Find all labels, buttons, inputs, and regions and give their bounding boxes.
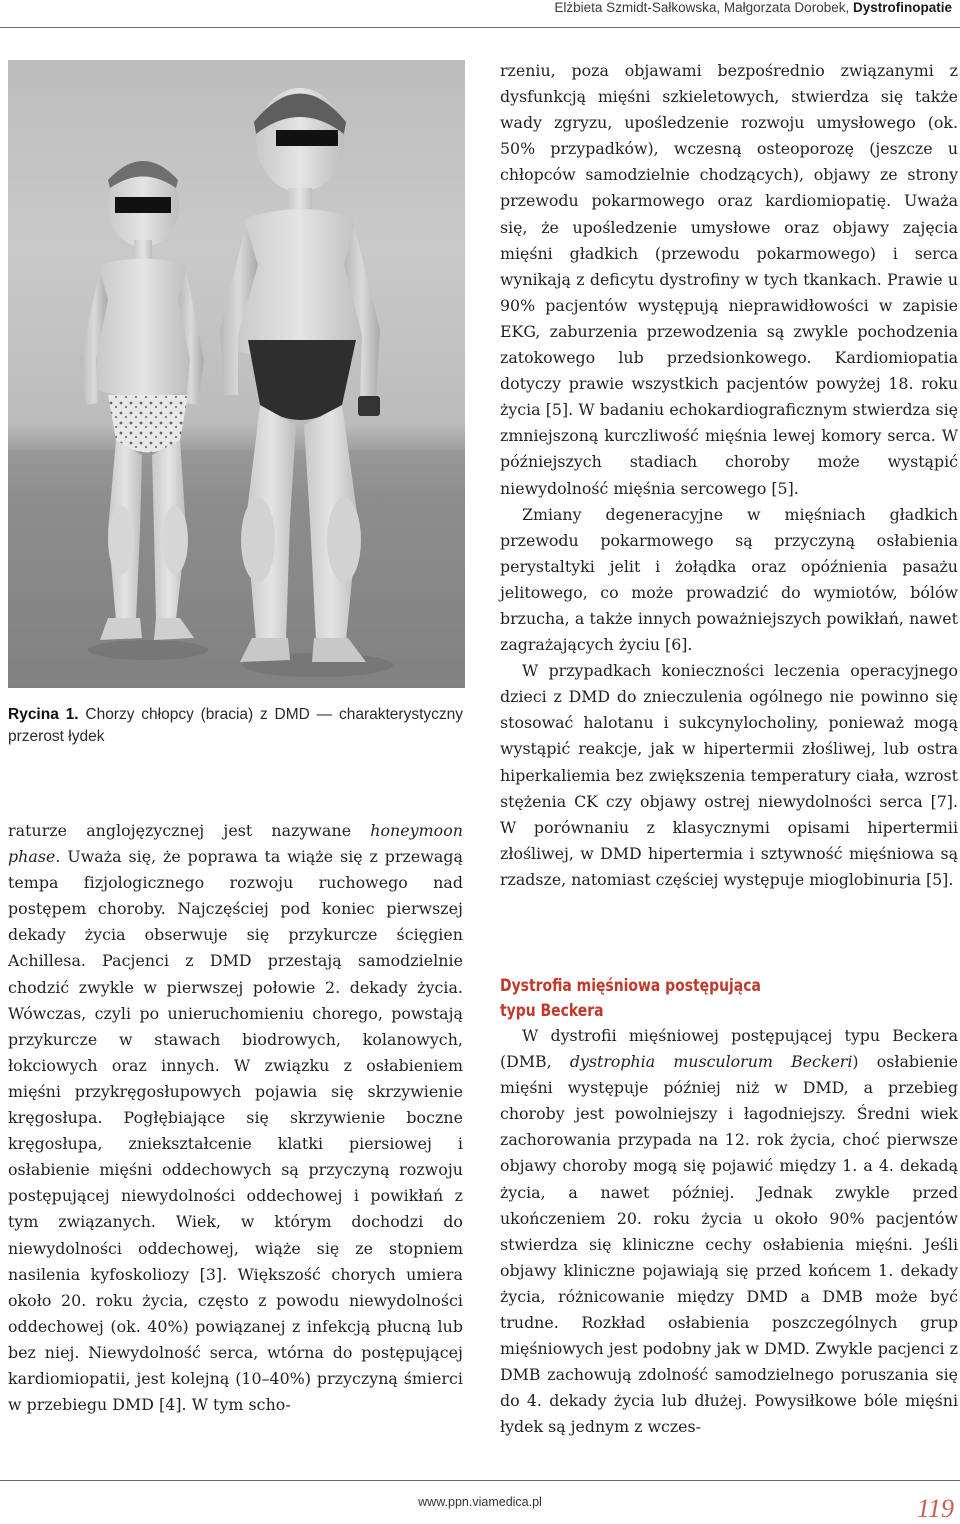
figure-photo (8, 60, 465, 688)
left-text-italic: honeymoon phase (8, 821, 463, 867)
p4-text-italic: dystrophia musculorum Beckeri (569, 1052, 853, 1072)
p4-text-rest: ) osłabienie mięśni występuje później niż w DMD, a przebieg choroby jest powolniejszy i łagodniejszy. Średni wiek zachorowania przypada na 12. rok życia, choć pierwsze objawy choroby mogą się pojawić między 1. a 4. dekadą życia, a nawet później. Jednak zwykle przed ukończeniem 20. roku życia u około 90% pacjentów stwierdza się kliniczne cechy osłabienia mięśni. Jeśli objawy kliniczne pojawiają się przed końcem 1. dekady życia, różnicowanie między DMD a DMB może być trudne. Rozkład osłabienia poszczególnych grup mięśniowych jest podobny jak w DMD. Zwykle pacjenci z DMB zachowują zdolność samodzielnego poruszania się do 4. dekady życia lub dłużej. Powysiłkowe bóle mięśni łydek są jednym z wczes- (500, 1052, 959, 1437)
right-column-text-bottom (500, 1023, 958, 1441)
right-paragraph-2: Zmiany degeneracyjne w mięśniach gładkich przewodu pokarmowego są przyczyną osłabienia perystaltyki jelit i żołądka oraz opóźnienia pasażu jelitowego, co może prowadzić do wymiotów, bólów brzucha, a także innych poważniejszych powikłań, nawet zagrażających życiu [6]. (500, 504, 958, 655)
header-rule (0, 27, 960, 28)
figure-caption (8, 704, 463, 748)
right-paragraph-1: rzeniu, poza objawami bezpośrednio związanymi z dysfunkcją mięśni szkieletowych, stwierdza się także wady zgryzu, upośledzenie rozwoju umysłowego (ok. 50% przypadków), wczesną osteoporozę (jeszcze u chłopców samodzielnie chodzących), objawy ze strony przewodu pokarmowego oraz kardiomiopatię. Uważa się, że upośledzenie umysłowe oraz objawy zajęcia mięśni gładkich (przewodu pokarmowego) i serca wynikają z deficytu dystrofiny w tych tkankach. Prawie u 90% pacjentów występują nieprawidłowości w zapisie EKG, zaburzenia przewodzenia są zwykle pochodzenia zatokowego lub przedsionkowego. Kardiomiopatia dotyczy prawie wszystkich pacjentów powyżej 18. roku życia [5]. W badaniu echokardiograficznym stwierdza się zmniejszoną kurczliwość mięśnia lewej komory serca. W późniejszych stadiach choroby może wystąpić niewydolność mięśnia sercowego [5]. (500, 61, 958, 498)
footer-url: www.ppn.viamedica.pl (418, 1495, 542, 1509)
section-heading-line-2: typu Beckera (500, 1001, 604, 1021)
p4-text-start: W dystrofii mięśniowej postępującej typu Beckera (DMB, (500, 1026, 958, 1072)
caption-label: Rycina 1. (8, 706, 79, 723)
section-heading-line-1: Dystrofia mięśniowa postępująca (500, 976, 761, 996)
left-text-start: raturze anglojęzycznej jest nazywane (8, 821, 371, 840)
page-number: 119 (916, 1494, 954, 1523)
right-paragraph-4 (500, 1023, 958, 1441)
left-text-rest: . Uważa się, że poprawa ta wiąże się z przewagą tempa fizjologicznego rozwoju ruchowego nad postępem choroby. Najczęściej pod koniec pierwszej dekady życia obserwuje się przykurcze ścięgien Achillesa. Pacjenci z DMD przestają samodzielnie chodzić zwykle w pierwszej połowie 2. dekady życia. Wówczas, czyli po unieruchomieniu chorego, powstają przykurcze w stawach biodrowych, kolanowych, łokciowych oraz innych. W związku z osłabieniem mięśni przykręgosłupowych pojawia się skrzywienie kręgosłupa. Pogłębiające się skrzywienie boczne kręgosłupa, zniekształcenie klatki piersiowej i osłabienie mięśni oddechowych są przyczyną rozwoju postępującej niewydolności oddechowej i powikłań z tym związanych. Wiek, w którym dochodzi do niewydolności oddechowej, wiąże się ze stopniem nasilenia kyfoskoliozy [3]. Większość chorych umiera około 20. roku życia, często z powodu niewydolności oddechowej (ok. 40%) powiązanej z infekcją płucną lub bez niej. Niewydolność serca, wtórna do postępującej kardiomiopatii, jest kolejną (10–40%) przyczyną śmierci w przebiegu DMD [4]. W tym scho- (8, 847, 463, 1415)
left-paragraph (8, 818, 463, 1418)
footer-rule (0, 1480, 960, 1481)
section-heading (500, 974, 876, 1024)
right-paragraph-3: W przypadkach konieczności leczenia operacyjnego dzieci z DMD do znieczulenia ogólnego nie powinno się stosować halotanu i sukcynylocholiny, ponieważ mogą wystąpić reakcje, jak w hipertermii złośliwej, lub ostra hiperkaliemia bez zwiększenia temperatury ciała, wzrost stężenia CK czy objawy ostrej niewydolności serca [7]. W porównaniu z klasycznymi opisami hipertermii złośliwej, w DMD hipertermia i sztywność mięśniowa są rzadsze, natomiast częściej występuje mioglobinuria [5]. (500, 661, 958, 889)
running-head (554, 0, 952, 20)
photo-illustration (8, 60, 465, 688)
running-head-title: Dystrofinopatie (852, 0, 952, 15)
caption-text: Chorzy chłopcy (bracia) z DMD — charakterystyczny przerost łydek (8, 706, 463, 745)
right-column-text (500, 58, 958, 893)
running-head-authors: Elżbieta Szmidt-Sałkowska, Małgorzata Dorobek, (554, 0, 850, 15)
left-column-text (8, 818, 463, 1418)
